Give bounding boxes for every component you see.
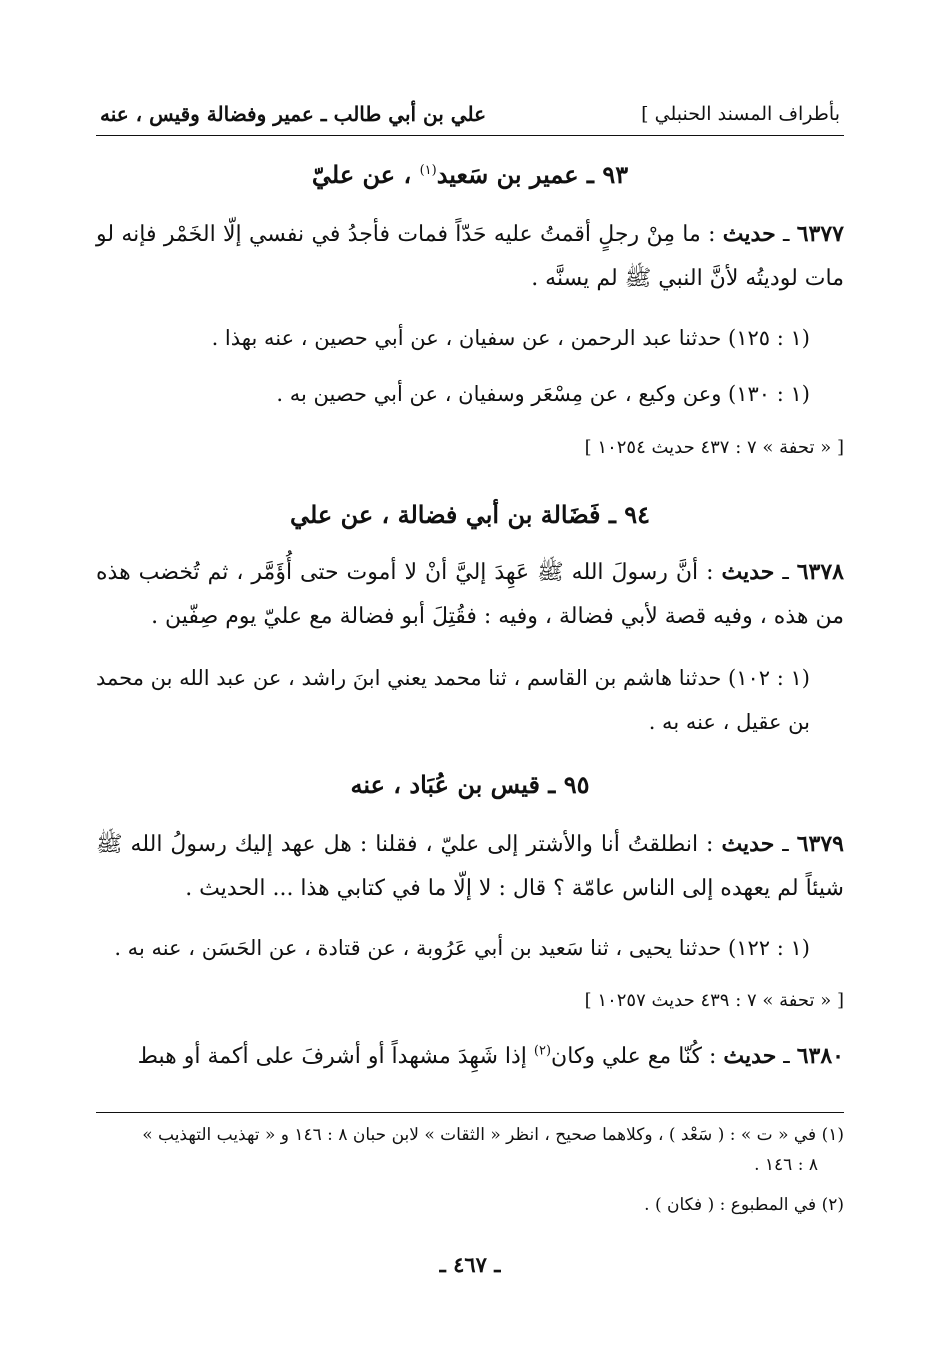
isnad-line: (١ : ١٢٥) حدثنا عبد الرحمن ، عن سفيان ، عن أبي حصين ، عنه بهذا .: [211, 326, 810, 350]
footnote-rule: [96, 1112, 844, 1113]
isnad-line: (١ : ١٣٠) وعن وكيع ، عن مِسْعَر وسفيان ، عن أبي حصين به .: [276, 382, 810, 406]
tuhfa-reference: [ « تحفة » ٧ : ٤٣٧ حديث ١٠٢٥٤ ]: [584, 437, 844, 458]
footnote-mark: (٢): [533, 1043, 552, 1059]
footnote-2: (٢) في المطبوع : ( فكان ) .: [644, 1195, 844, 1215]
hadith-6378: ٦٣٧٨ ـ حديث : أنَّ رسولَ الله ﷺ عَهِدَ إليَّ أنْ لا أموت حتى أُؤَمَّر ، ثم تُخضب هذه من هذه ، وفيه قصة لأبي فضالة ، وفيه : فقُتِلَ أبو فضالة مع عليّ يوم صِفّين .: [96, 559, 844, 629]
hadith-number: ٦٣٨٠: [796, 1043, 844, 1069]
hadith-number: ٦٣٧٨: [796, 559, 844, 585]
section-title-93: ٩٣ ـ عمير بن سَعيد$^{(١)}$ ، عن عليّ: [311, 160, 629, 189]
hadith-label: حديث: [723, 1043, 777, 1069]
isnad-line: (١ : ١٠٢) حدثنا هاشم بن القاسم ، ثنا محمد يعني ابنَ راشد ، عن عبد الله بن محمد بن عقيل ، عنه به .: [96, 666, 810, 734]
tuhfa-reference: [ « تحفة » ٧ : ٤٣٩ حديث ١٠٢٥٧ ]: [584, 990, 844, 1011]
hadith-label: حديث: [722, 221, 776, 247]
hadith-text: : انطلقتُ أنا والأشتر إلى عليّ ، فقلنا : هل عهد إليك رسولُ الله ﷺ شيئاً لم يعهده إلى الناس عامّة ؟ قال : لا إلّا ما في كتابي هذا ... الحديث .: [96, 832, 844, 901]
header-book-title: بأطراف المسند الحنبلي ]: [641, 102, 840, 125]
hadith-text: : أنَّ رسولَ الله ﷺ عَهِدَ إليَّ أنْ لا أموت حتى أُؤَمَّر ، ثم تُخضب هذه من هذه ، وفيه قصة لأبي فضالة ، وفيه : فقُتِلَ أبو فضالة مع عليّ يوم صِفّين .: [96, 560, 844, 629]
hadith-6379: ٦٣٧٩ ـ حديث : انطلقتُ أنا والأشتر إلى عليّ ، فقلنا : هل عهد إليك رسولُ الله ﷺ شيئاً لم يعهده إلى الناس عامّة ؟ قال : لا إلّا ما في كتابي هذا ... الحديث .: [96, 831, 844, 901]
section-title-94: ٩٤ ـ فَضَالة بن أبي فضالة ، عن علي: [289, 500, 651, 529]
header-rule: [96, 135, 844, 136]
hadith-number: ٦٣٧٧: [796, 221, 844, 247]
hadith-text: : ما مِنْ رجلٍ أقمتُ عليه حَدّاً فمات فأجدُ في نفسي إلّا الخَمْر فإنه لو مات لوديتُه لأنَّ النبي ﷺ لم يسنَّه .: [96, 222, 844, 291]
hadith-6380: ٦٣٨٠ ـ حديث : كُنّا مع علي وكان$^{(٢)}$ إذا شَهِدَ مشهداً أو أشرفَ على أكمة أو هبط: [137, 1043, 844, 1069]
hadith-label: حديث: [721, 559, 775, 585]
hadith-label: حديث: [721, 831, 775, 857]
footnote-1: (١) في « ت » : ( سَعْد ) ، وكلاهما صحيح ، انظر « الثقات » لابن حبان ٨ : ١٤٦ و « تهذيب التهذيب » ٨ : ١٤٦ .: [142, 1125, 844, 1175]
header-chapter-title: علي بن أبي طالب ـ عمير وفضالة وقيس ، عنه: [100, 102, 487, 126]
page-number: ـ ٤٦٧ ـ: [439, 1252, 501, 1277]
hadith-number: ٦٣٧٩: [796, 831, 844, 857]
hadith-6377: ٦٣٧٧ ـ حديث : ما مِنْ رجلٍ أقمتُ عليه حَدّاً فمات فأجدُ في نفسي إلّا الخَمْر فإنه لو مات لوديتُه لأنَّ النبي ﷺ لم يسنَّه .: [96, 221, 844, 291]
footnote-mark: (١): [419, 163, 437, 178]
section-title-95: ٩٥ ـ قيس بن عُبَاد ، عنه: [350, 770, 590, 799]
isnad-line: (١ : ١٢٢) حدثنا يحيى ، ثنا سَعيد بن أبي عَرُوبة ، عن قتادة ، عن الحَسَن ، عنه به .: [114, 936, 810, 960]
running-header: [100, 96, 840, 132]
